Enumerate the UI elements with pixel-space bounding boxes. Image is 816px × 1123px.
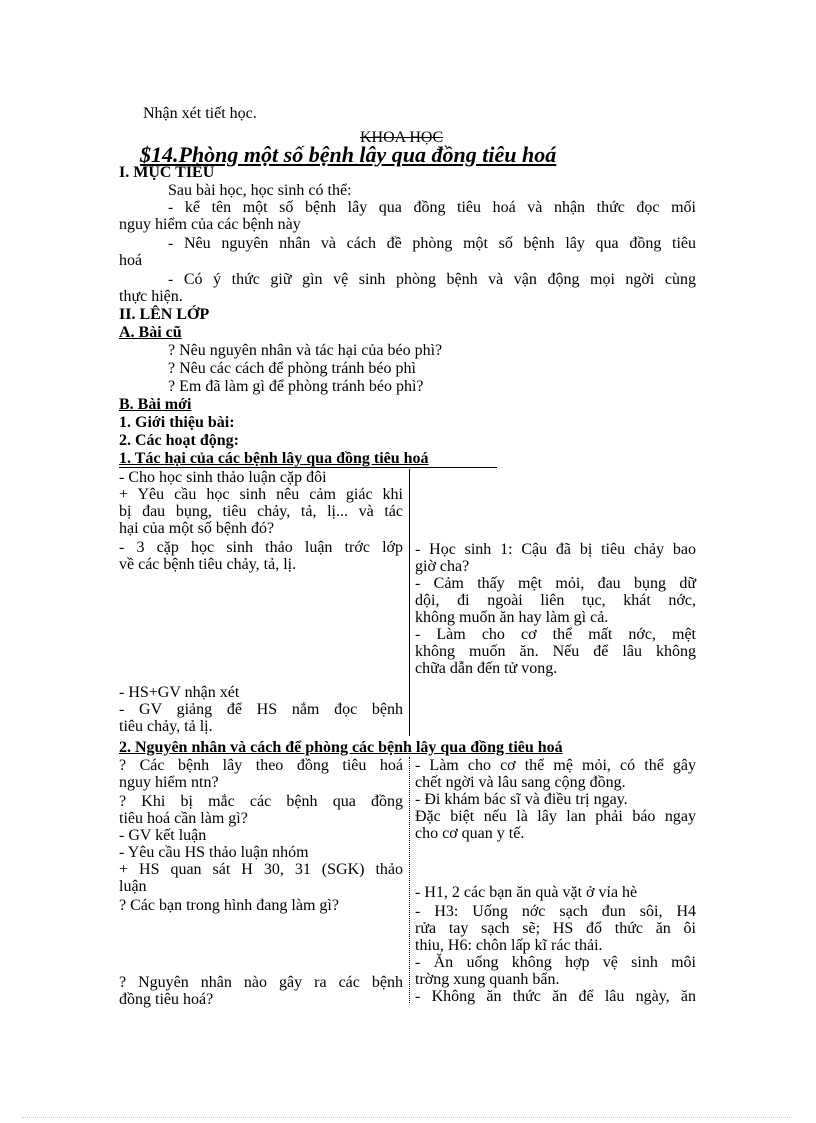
activity2-right-bottom (415, 884, 696, 1005)
activity2-left-line: tiêu hoá cần làm gì? (119, 810, 248, 827)
lesson-title: $14.Phòng một số bệnh lây qua đồng tiêu hoá (140, 142, 557, 167)
objective-2-line2: hoá (119, 252, 143, 269)
activity2-left-line: - GV kết luận (119, 827, 207, 844)
activity2-left-line: đồng tiêu hoá? (119, 991, 214, 1008)
activity1-left-column (119, 469, 403, 573)
activity1-column-divider (409, 469, 410, 736)
objective-3-line1: - Có ý thức giữ gìn vệ sinh phòng bệnh và vận động mọi ngời cùng (168, 271, 696, 288)
activity1-left-line: bị đau bụng, tiêu chảy, tả, lị... và tác (119, 503, 403, 520)
activity1-underline (119, 467, 497, 468)
activity2-right-line: Đặc biệt nếu là lây lan phải báo ngay (415, 808, 696, 825)
activity2-left-bottom (119, 974, 403, 1008)
activity1-right-line: không muốn ăn hay làm gì cả. (415, 609, 609, 626)
activity1-left-line: - Cho học sinh thảo luận cặp đôi (119, 469, 327, 486)
activity1-left-line: - 3 cặp học sinh thảo luận trớc lớp (119, 539, 403, 556)
objectives-lead: Sau bài học, học sinh có thể: (168, 182, 352, 199)
activity1-right-line: không muốn ăn. Nếu để lâu không (415, 643, 696, 660)
activity2-right-line: - Không ăn thức ăn để lâu ngày, ăn (415, 988, 696, 1005)
intro-line: Nhận xét tiết học. (143, 105, 257, 122)
activity2-left-line: ? Các bệnh lây theo đồng tiêu hoá (119, 757, 403, 774)
activity2-right-line: chết ngời và lâu sang cộng đồng. (415, 774, 626, 791)
activity1-right-line: - Làm cho cơ thể mất nớc, mệt (415, 626, 696, 643)
objective-3-line2: thực hiện. (119, 288, 183, 305)
activity1-left-line: về các bệnh tiêu chảy, tả, lị. (119, 556, 297, 573)
activity2-left-line: ? Nguyên nhân nào gây ra các bệnh (119, 974, 403, 991)
activity2-heading: 2. Nguyên nhân và cách để phòng các bệnh lây qua đồng tiêu hoá (119, 739, 563, 756)
objective-1-line2: nguy hiểm của các bệnh này (119, 216, 301, 233)
activity2-left-line: nguy hiểm ntn? (119, 774, 219, 791)
activity1-right-line: chữa dẫn đến tử vong. (415, 660, 558, 677)
activity2-right-line: - H3: Uống nớc sạch đun sôi, H4 (415, 903, 696, 920)
activity2-left-line: + HS quan sát H 30, 31 (SGK) thảo (119, 861, 403, 878)
activity2-left-line: - Yêu cầu HS thảo luận nhóm (119, 844, 309, 861)
activity1-right-line: giờ cha? (415, 558, 470, 575)
activity1-left-line: - HS+GV nhận xét (119, 684, 240, 701)
old-lesson-heading: A. Bài cũ (119, 324, 182, 341)
activity2-right-line: - Làm cho cơ thể mệ mỏi, có thể gây (415, 757, 696, 774)
activity1-left-line: hại của một số bệnh đó? (119, 520, 275, 537)
activity2-right-line: trờng xung quanh bẩn. (415, 971, 560, 988)
review-question-3: ? Em đã làm gì để phòng tránh béo phì? (168, 378, 424, 395)
activity1-left-line: tiêu chảy, tả lị. (119, 718, 213, 735)
activity2-left-line: ? Các bạn trong hình đang làm gì? (119, 897, 339, 914)
activity1-right-column (415, 541, 696, 677)
page-bottom-divider (22, 1117, 792, 1118)
intro-item: 1. Giới thiệu bài: (119, 414, 235, 431)
activities-item: 2. Các hoạt động: (119, 432, 240, 449)
section1-heading: I. MỤC TIÊU (119, 164, 215, 181)
review-question-2: ? Nêu các cách để phòng tránh béo phì (168, 360, 416, 377)
activity2-column-divider (409, 757, 410, 1003)
activity2-right-column (415, 757, 696, 842)
activity2-right-line: - Ăn uống không hợp vệ sinh môi (415, 954, 696, 971)
new-lesson-heading: B. Bài mới (119, 396, 192, 413)
review-question-1: ? Nêu nguyên nhân và tác hại của béo phì? (168, 342, 443, 359)
activity2-left-column (119, 757, 403, 914)
activity2-right-line: cho cơ quan y tế. (415, 825, 525, 842)
activity2-left-line: ? Khi bị mắc các bệnh qua đồng (119, 793, 403, 810)
activity2-left-line: luận (119, 878, 147, 895)
objective-2-line1: - Nêu nguyên nhân và cách đề phòng một số bệnh lây qua đồng tiêu (168, 235, 696, 252)
activity1-left-line: - GV giảng để HS nắm đọc bệnh (119, 701, 403, 718)
subject-heading: KHOA HỌC (360, 129, 444, 146)
activity1-left-line: + Yêu cầu học sinh nêu cảm giác khi (119, 486, 403, 503)
activity1-right-line: - Học sinh 1: Cậu đã bị tiêu chảy bao (415, 541, 696, 558)
activity2-right-line: - H1, 2 các bạn ăn quà vặt ở vỉa hè (415, 884, 638, 901)
activity2-right-line: - Đi khám bác sĩ và điều trị ngay. (415, 791, 628, 808)
activity1-right-line: - Cảm thấy mệt mỏi, đau bụng dữ (415, 575, 696, 592)
activity2-right-line: rửa tay sạch sẽ; HS đổ thức ăn ôi (415, 920, 696, 937)
activity1-left-bottom (119, 684, 403, 735)
activity1-heading: 1. Tác hại của các bệnh lây qua đồng tiêu hoá (119, 450, 429, 467)
activity1-right-line: dội, đi ngoài liên tục, khát nớc, (415, 592, 696, 609)
activity2-right-line: thiu, H6: chôn lấp kĩ rác thải. (415, 937, 603, 954)
objective-1-line1: - kể tên một số bệnh lây qua đồng tiêu hoá và nhận thức đọc mối (168, 199, 696, 216)
section2-heading: II. LÊN LỚP (119, 306, 210, 323)
